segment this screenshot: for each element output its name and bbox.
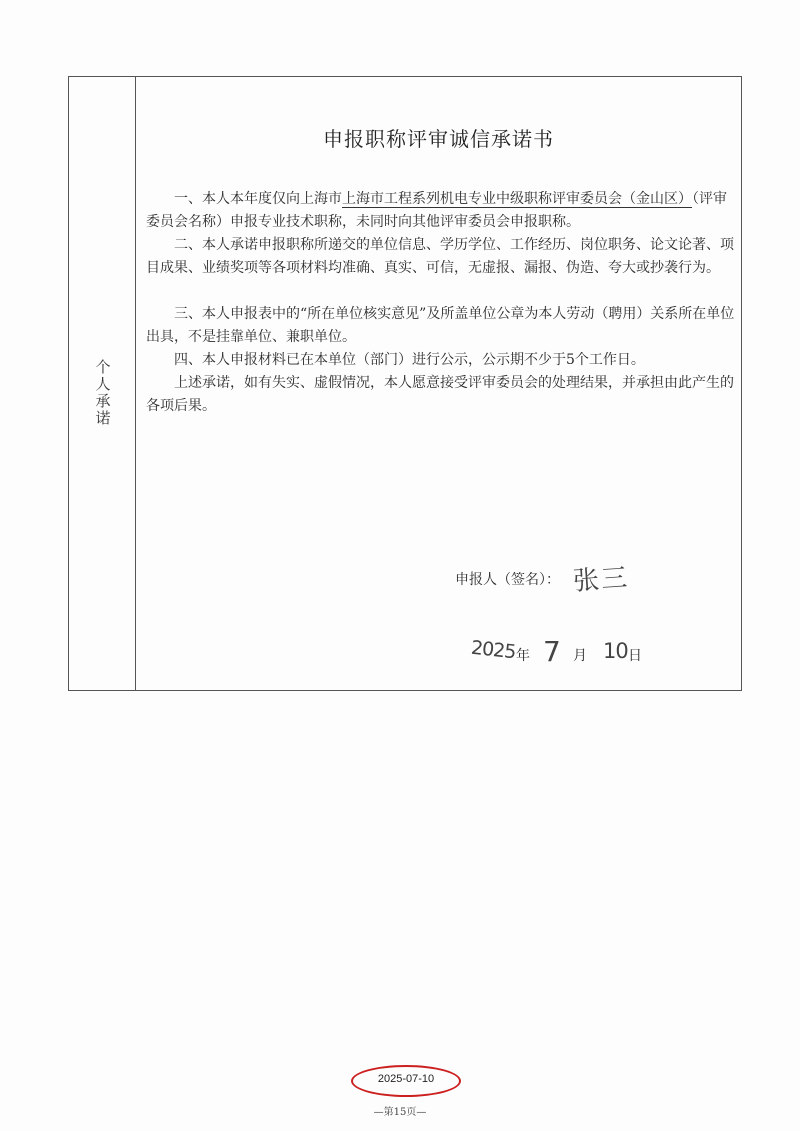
date-month-unit: 月 bbox=[573, 648, 587, 664]
date-day: 10 bbox=[603, 639, 628, 663]
date-month: 7 bbox=[543, 635, 561, 668]
date-day-unit: 日 bbox=[628, 648, 642, 664]
paragraph-3: 三、本人申报表中的“所在单位核实意见”及所盖单位公章为本人劳动（聘用）关系所在单位出具，不是挂靠单位、兼职单位。 bbox=[146, 306, 735, 345]
paragraph-5: 上述承诺，如有失实、虚假情况，本人愿意接受评审委员会的处理结果，并承担由此产生的各项后果。 bbox=[146, 375, 734, 414]
paragraph-1-suffix: （评审委员会名称）申报专业技术职称，未同时向其他评审委员会申报职称。 bbox=[146, 191, 727, 230]
side-column bbox=[69, 77, 136, 690]
form-frame bbox=[68, 76, 742, 691]
paragraph-1 bbox=[146, 188, 736, 234]
date-year-unit: 年 bbox=[516, 648, 530, 664]
date-stamp: 2025-07-10 bbox=[377, 1073, 435, 1085]
signature-date bbox=[471, 637, 711, 671]
page-number: —第15页— bbox=[373, 1107, 427, 1118]
handwritten-signature: 张三 bbox=[572, 563, 631, 597]
paragraph-4: 四、本人申报材料已在本单位（部门）进行公示，公示期不少于5个工作日。 bbox=[174, 352, 645, 368]
document-title: 申报职称评审诚信承诺书 bbox=[323, 127, 554, 151]
signature-label: 申报人（签名）： bbox=[455, 572, 560, 588]
committee-name: 上海市工程系列机电专业中级职称评审委员会（金山区） bbox=[342, 191, 692, 207]
paragraph-2: 二、本人承诺申报职称所递交的单位信息、学历学位、工作经历、岗位职务、论文论著、项目成果、业绩奖项等各项材料均准确、真实、可信，无虚报、漏报、伪造、夸大或抄袭行为。 bbox=[146, 237, 734, 276]
side-label: 个人承诺 bbox=[95, 358, 111, 427]
paragraph-1-prefix: 一、本人本年度仅向上海市 bbox=[174, 191, 342, 207]
content-area bbox=[136, 77, 741, 690]
date-year: 2025 bbox=[469, 636, 517, 664]
